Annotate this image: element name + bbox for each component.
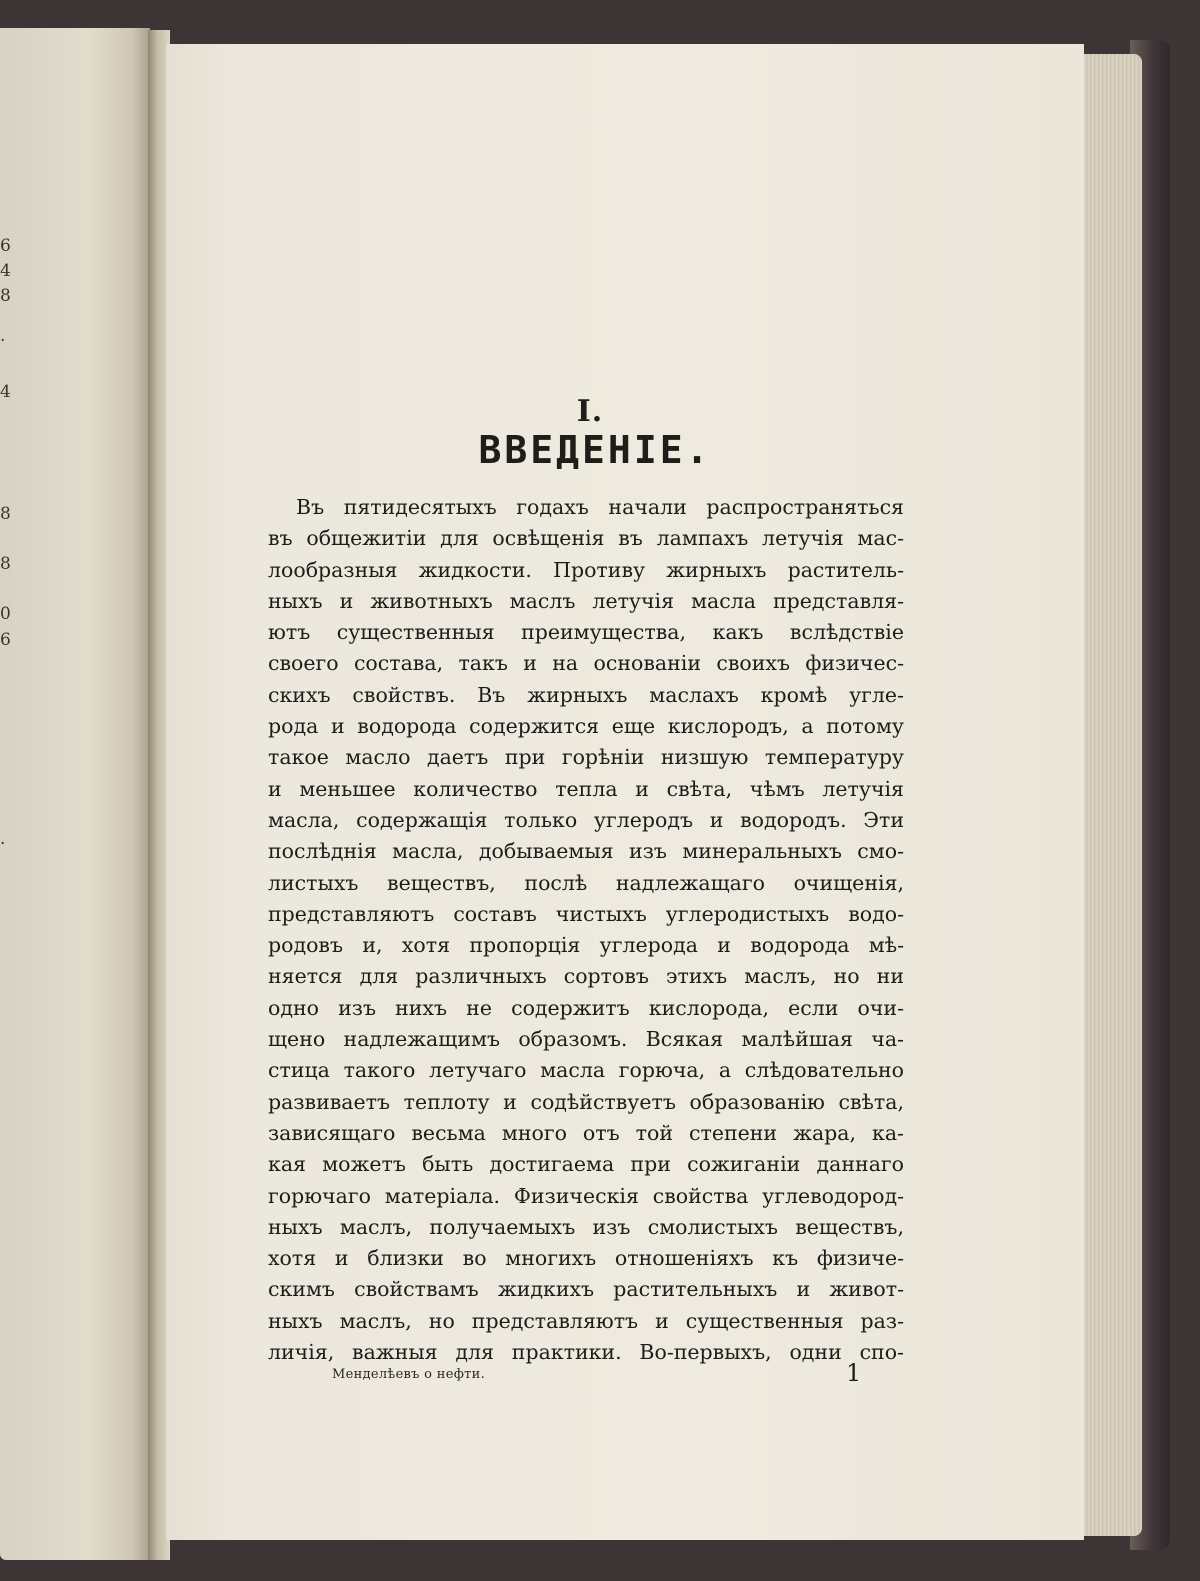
chapter-number: I.	[576, 394, 604, 429]
text-line: ютъ существенныя преимущества, какъ вслѣдствіе	[268, 620, 904, 645]
text-line: и меньшее количество тепла и свѣта, чѣмъ летучія	[268, 776, 904, 801]
text-line: такое масло даетъ при горѣніи низшую температуру	[268, 745, 904, 770]
text-line: горючаго матеріала. Физическія свойства углеводород-	[268, 1183, 904, 1208]
text-line: развиваетъ теплоту и содѣйствуетъ образованію свѣта,	[268, 1089, 904, 1114]
text-line: родовъ и, хотя пропорція углерода и водорода мѣ-	[268, 933, 904, 958]
text-line: рода и водорода содержится еще кислородъ, а потому	[268, 714, 904, 739]
margin-mark: 8	[0, 286, 11, 306]
text-line: послѣднія масла, добываемыя изъ минеральныхъ смо-	[268, 839, 904, 864]
text-line: щено надлежащимъ образомъ. Всякая малѣйшая ча-	[268, 1027, 904, 1052]
text-line: ныхъ маслъ, получаемыхъ изъ смолистыхъ веществъ,	[268, 1214, 904, 1239]
margin-mark: ·	[0, 834, 6, 854]
text-line: хотя и близки во многихъ отношеніяхъ къ физиче-	[268, 1246, 904, 1271]
text-line: лообразныя жидкости. Противу жирныхъ раститель-	[268, 557, 904, 582]
text-line: скихъ свойствъ. Въ жирныхъ маслахъ кромѣ угле-	[268, 682, 904, 707]
text-line: своего состава, такъ и на основаніи своихъ физичес-	[268, 651, 904, 676]
text-line: Въ пятидесятыхъ годахъ начали распространяться	[296, 495, 904, 519]
text-line: скимъ свойствамъ жидкихъ растительныхъ и живот-	[268, 1277, 904, 1302]
chapter-title: ВВЕДЕНІЕ.	[478, 428, 712, 472]
margin-mark: 4	[0, 382, 11, 402]
text-line: личія, важныя для практики. Во-первыхъ, одни спо-	[268, 1340, 904, 1365]
page-stack-edges	[1080, 54, 1142, 1536]
text-line: въ общежитіи для освѣщенія въ лампахъ летучія мас-	[268, 526, 904, 551]
text-line: няется для различныхъ сортовъ этихъ маслъ, но ни	[268, 964, 904, 989]
text-line: ныхъ маслъ, но представляютъ и существенныя раз-	[268, 1308, 904, 1333]
left-facing-page	[0, 28, 150, 1560]
margin-mark: ·	[0, 331, 6, 351]
text-line: зависящаго весьма много отъ той степени жара, ка-	[268, 1120, 904, 1145]
margin-mark: 4	[0, 261, 11, 281]
text-line: кая можетъ быть достигаема при сожиганіи даннаго	[268, 1152, 904, 1177]
margin-mark: 6	[0, 630, 11, 650]
margin-mark: 0	[0, 604, 11, 624]
text-line: листыхъ веществъ, послѣ надлежащаго очищенія,	[268, 870, 904, 895]
margin-mark: 8	[0, 554, 11, 574]
text-line: стица такого летучаго масла горюча, а слѣдовательно	[268, 1058, 904, 1083]
text-line: представляютъ составъ чистыхъ углеродистыхъ водо-	[268, 901, 904, 926]
text-line: одно изъ нихъ не содержитъ кислорода, если очи-	[268, 995, 904, 1020]
text-line: масла, содержащія только углеродъ и водородъ. Эти	[268, 807, 904, 832]
text-line: ныхъ и животныхъ маслъ летучія масла представля-	[268, 588, 904, 613]
margin-mark: 8	[0, 504, 11, 524]
footer-signature: Менделѣевъ о нефти.	[332, 1367, 486, 1382]
body-text	[268, 492, 904, 1368]
left-page-margin-marks	[0, 28, 14, 1560]
page-number: 1	[846, 1359, 862, 1387]
margin-mark: 6	[0, 236, 11, 256]
